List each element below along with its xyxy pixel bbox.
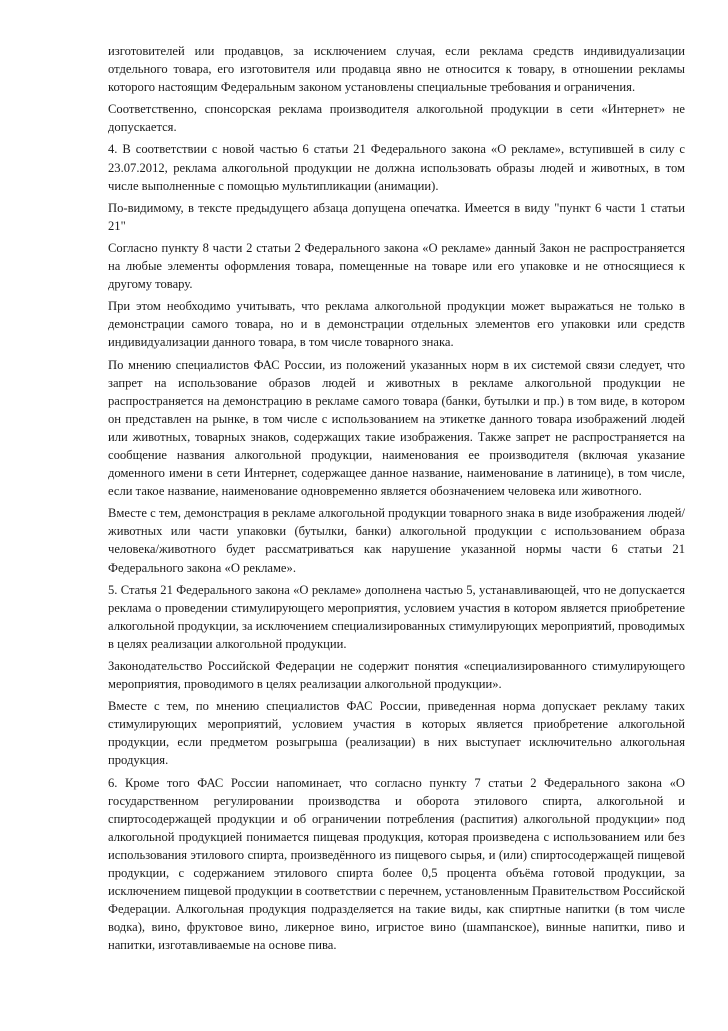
paragraph-7: По мнению специалистов ФАС России, из положений указанных норм в их системой связи следует, что запрет на использование образов людей и животных в рекламе алкогольной продукции не распространяется на демонстрацию в рекламе самого товара (банки, бутылки и пр.) в том виде, в котором он представлен на рынке, в том числе с использованием на этикетке данного товара изображений людей или животных, товарных знаков, содержащих такие изображения. Также запрет не распространяется на сообщение названия алкогольной продукции, наименования ее производителя (включая указание доменного имени в сети Интернет, содержащее данное название, наименование в латинице), в том числе, если такое название, наименование одновременно является обозначением человека или животного. — [108, 357, 685, 499]
paragraph-8: Вместе с тем, демонстрация в рекламе алкогольной продукции товарного знака в виде изображения людей/животных или части упаковки (бутылки, банки) алкогольной продукции с использованием образа человека/животного будет рассматриваться как нарушение указанной нормы части 6 статьи 21 Федерального закона «О рекламе». — [108, 506, 685, 575]
paragraph-3: 4. В соответствии с новой частью 6 статьи 21 Федерального закона «О рекламе», вступившей в силу с 23.07.2012, реклама алкогольной продукции не должна использовать образы людей и животных, в том числе выполненные с помощью мультипликации (анимации). — [108, 142, 685, 193]
paragraph-9: 5. Статья 21 Федерального закона «О рекламе» дополнена частью 5, устанавливающей, что не допускается реклама о проведении стимулирующего мероприятия, условием участия в котором является приобретение алкогольной продукции, за исключением специализированных стимулирующих мероприятий, проводимых в целях реализации алкогольной продукции. — [108, 582, 685, 651]
paragraph-11: Вместе с тем, по мнению специалистов ФАС России, приведенная норма допускает рекламу таких стимулирующих мероприятий, условием участия в которых является приобретение алкогольной продукции, если предметом розыгрыша (реализации) в них выступает исключительно алкогольная продукция. — [108, 699, 685, 768]
paragraph-10: Законодательство Российской Федерации не содержит понятия «специализированного стимулирующего мероприятия, проводимого в целях реализации алкогольной продукции». — [108, 659, 685, 692]
paragraph-2: Соответственно, спонсорская реклама производителя алкогольной продукции в сети «Интернет» не допускается. — [108, 102, 685, 135]
paragraph-4: По-видимому, в тексте предыдущего абзаца допущена опечатка. Имеется в виду "пункт 6 части 1 статьи 21" — [108, 200, 685, 233]
paragraph-12: 6. Кроме того ФАС России напоминает, что согласно пункту 7 статьи 2 Федерального закона «О государственном регулировании производства и оборота этилового спирта, алкогольной и спиртосодержащей продукции и об ограничении потребления (распития) алкогольной продукции» под алкогольной продукцией понимается пищевая продукция, которая произведена с использованием или без использования этилового спирта, произведённого из пищевого сырья, и (или) спиртосодержащей пищевой продукции, с содержанием этилового спирта более 0,5 процента объёма готовой продукции, за исключением пищевой продукции в соответствии с перечнем, установленным Правительством Российской Федерации. Алкогольная продукция подразделяется на такие виды, как спиртные напитки (в том числе водка), вино, фруктовое вино, ликерное вино, игристое вино (шампанское), винные напитки, пиво и напитки, изготавливаемые на основе пива. — [108, 775, 685, 953]
paragraph-1: изготовителей или продавцов, за исключением случая, если реклама средств индивидуализации отдельного товара, его изготовителя или продавца явно не относится к товару, в отношении рекламы которого настоящим Федеральным законом установлены специальные требования и ограничения. — [108, 44, 685, 95]
paragraph-5: Согласно пункту 8 части 2 статьи 2 Федерального закона «О рекламе» данный Закон не распространяется на любые элементы оформления товара, помещенные на товаре или его упаковке и не относящиеся к другому товару. — [108, 240, 685, 292]
paragraph-6: При этом необходимо учитывать, что реклама алкогольной продукции может выражаться не только в демонстрации самого товара, но и в демонстрации отдельных элементов его упаковки или средств индивидуализации данного товара, в том числе товарного знака. — [108, 299, 685, 350]
document-page — [108, 42, 685, 959]
